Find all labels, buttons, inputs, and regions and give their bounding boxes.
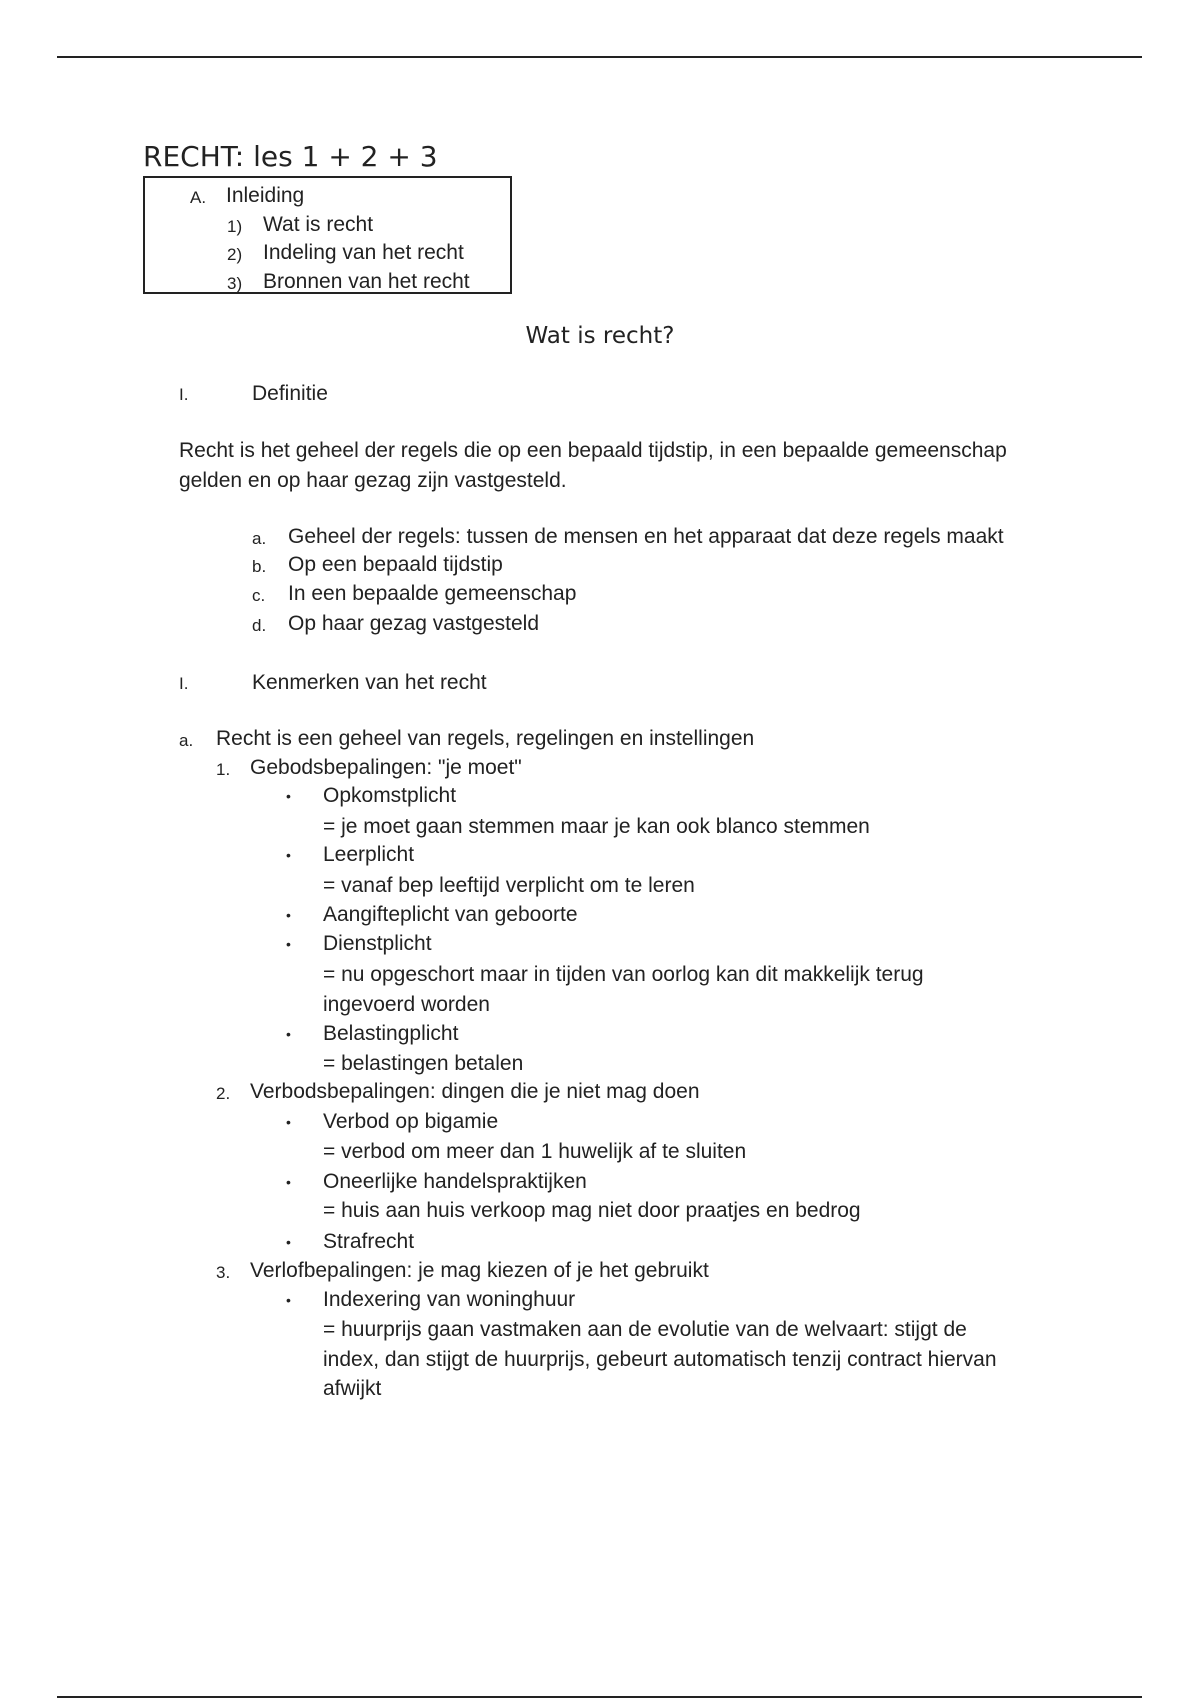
- bullet-explanation: index, dan stijgt de huurprijs, gebeurt automatisch tenzij contract hiervan: [323, 1348, 997, 1371]
- definition-item: Op haar gezag vastgesteld: [288, 612, 539, 635]
- toc-item-marker: 3): [227, 274, 243, 293]
- footer-rule: [57, 1696, 1142, 1698]
- bullet-marker: •: [286, 847, 291, 863]
- definition-item: Geheel der regels: tussen de mensen en het apparaat dat deze regels maakt: [288, 525, 1004, 548]
- bullet-explanation: ingevoerd worden: [323, 993, 490, 1016]
- definition-item-marker: c.: [252, 586, 266, 605]
- bullet-marker: •: [286, 936, 291, 952]
- gebods-heading: Gebodsbepalingen: "je moet": [250, 756, 522, 779]
- kenmerken-roman-marker: I.: [179, 674, 189, 693]
- toc-main-label: Inleiding: [226, 184, 305, 207]
- document-title: RECHT: les 1 + 2 + 3: [143, 140, 438, 173]
- bullet-title: Opkomstplicht: [323, 784, 457, 807]
- gebods-marker: 1.: [216, 760, 231, 779]
- bullet-explanation: = je moet gaan stemmen maar je kan ook blanco stemmen: [323, 815, 870, 838]
- bullet-marker: •: [286, 907, 291, 923]
- bullet-marker: •: [286, 1292, 291, 1308]
- bullet-title: Indexering van woninghuur: [323, 1288, 576, 1311]
- toc-item-marker: 1): [227, 217, 243, 236]
- bullet-title: Belastingplicht: [323, 1022, 459, 1045]
- bullet-title: Oneerlijke handelspraktijken: [323, 1170, 587, 1193]
- bullet-explanation: = huurprijs gaan vastmaken aan de evolutie van de welvaart: stijgt de: [323, 1318, 967, 1341]
- bullet-title: Dienstplicht: [323, 932, 432, 955]
- bullet-marker: •: [286, 1114, 291, 1130]
- bullet-marker: •: [286, 788, 291, 804]
- definition-item-marker: b.: [252, 557, 267, 576]
- header-rule: [57, 56, 1142, 58]
- kenmerken-a-marker: a.: [179, 731, 194, 750]
- definition-item: In een bepaalde gemeenschap: [288, 582, 577, 605]
- verlof-heading: Verlofbepalingen: je mag kiezen of je het gebruikt: [250, 1259, 709, 1282]
- verlof-marker: 3.: [216, 1263, 231, 1282]
- bullet-title: Leerplicht: [323, 843, 415, 866]
- definition-item-marker: d.: [252, 616, 267, 635]
- bullet-explanation: = nu opgeschort maar in tijden van oorlog kan dit makkelijk terug: [323, 963, 924, 986]
- bullet-marker: •: [286, 1026, 291, 1042]
- table-of-contents-box: [143, 176, 512, 294]
- definition-item: Op een bepaald tijdstip: [288, 553, 503, 576]
- bullet-marker: •: [286, 1174, 291, 1190]
- kenmerken-heading: Kenmerken van het recht: [252, 671, 487, 694]
- bullet-explanation: = huis aan huis verkoop mag niet door praatjes en bedrog: [323, 1199, 861, 1222]
- bullet-explanation: = verbod om meer dan 1 huwelijk af te sluiten: [323, 1140, 747, 1163]
- toc-item-marker: 2): [227, 245, 243, 264]
- bullet-title: Strafrecht: [323, 1230, 415, 1253]
- toc-item-label: Wat is recht: [263, 213, 374, 236]
- toc-item-label: Indeling van het recht: [263, 241, 464, 264]
- verbods-heading: Verbodsbepalingen: dingen die je niet mag doen: [250, 1080, 700, 1103]
- toc-main-marker: A.: [190, 188, 207, 207]
- bullet-explanation: = vanaf bep leeftijd verplicht om te leren: [323, 874, 695, 897]
- definition-item-marker: a.: [252, 529, 267, 548]
- definition-roman-marker: I.: [179, 385, 189, 404]
- definition-paragraph-line: gelden en op haar gezag zijn vastgesteld.: [179, 469, 567, 492]
- definition-paragraph-line: Recht is het geheel der regels die op een bepaald tijdstip, in een bepaalde gemeenschap: [179, 439, 1007, 462]
- verbods-marker: 2.: [216, 1084, 231, 1103]
- definition-heading: Definitie: [252, 382, 328, 405]
- bullet-title: Verbod op bigamie: [323, 1110, 499, 1133]
- bullet-explanation: afwijkt: [323, 1377, 382, 1400]
- kenmerken-a-text: Recht is een geheel van regels, regelingen en instellingen: [216, 727, 755, 750]
- bullet-marker: •: [286, 1234, 291, 1250]
- bullet-explanation: = belastingen betalen: [323, 1052, 524, 1075]
- bullet-title: Aangifteplicht van geboorte: [323, 903, 578, 926]
- section-heading: Wat is recht?: [525, 323, 675, 349]
- toc-item-label: Bronnen van het recht: [263, 270, 470, 293]
